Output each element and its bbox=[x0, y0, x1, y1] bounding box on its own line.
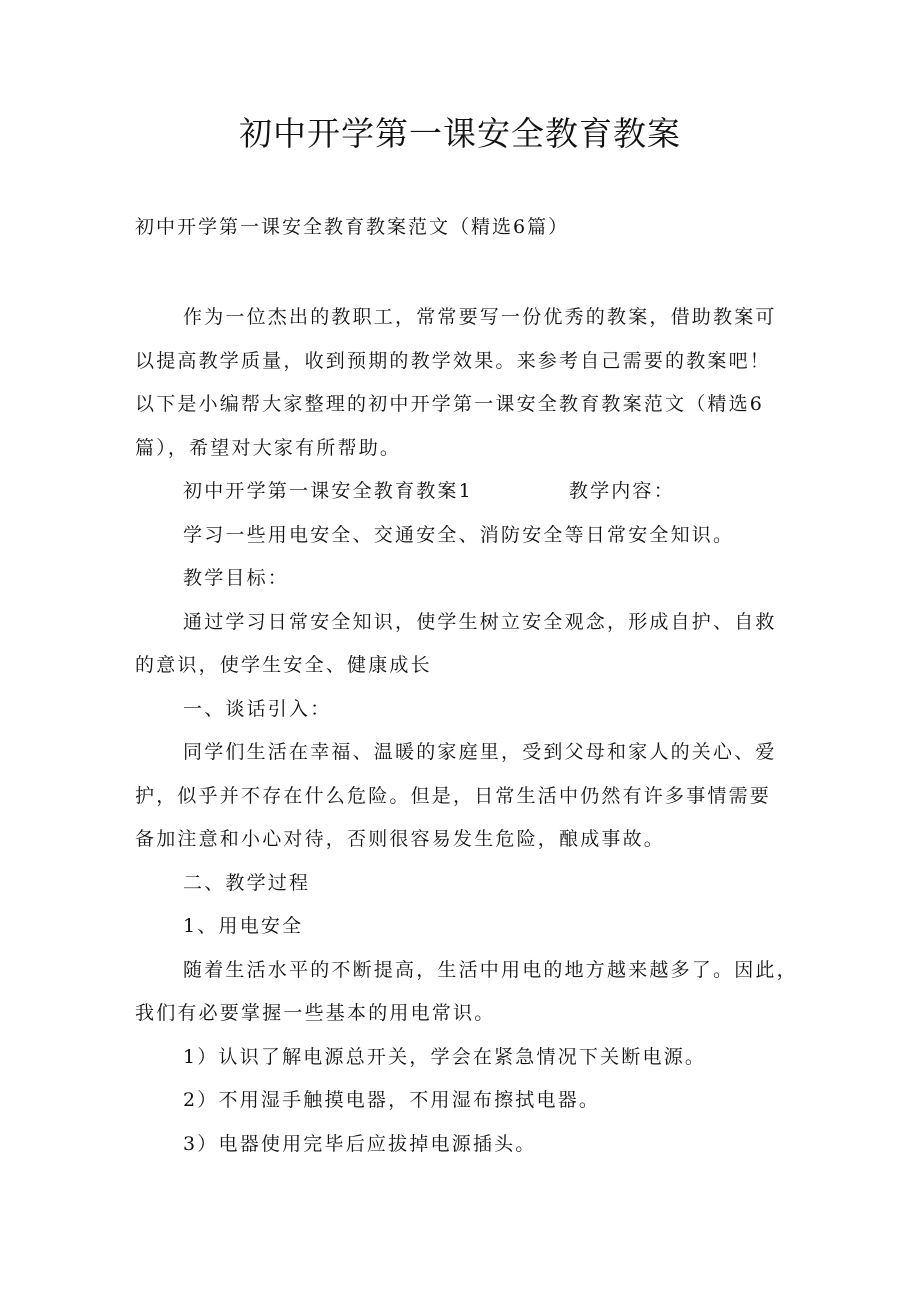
intro-line-2: 以提高教学质量，收到预期的教学效果。来参考自己需要的教案吧！ bbox=[135, 349, 772, 372]
goal-text-line-2: 的意识，使学生安全、健康成长 bbox=[135, 654, 432, 676]
item1-heading: 1、用电安全 bbox=[183, 915, 304, 937]
goal-label: 教学目标： bbox=[183, 567, 290, 589]
content-label: 教学内容： bbox=[568, 480, 675, 502]
document-body bbox=[135, 296, 798, 1166]
intro-line-4: 篇），希望对大家有所帮助。 bbox=[135, 436, 402, 459]
lesson-heading: 初中开学第一课安全教育教案1 bbox=[183, 480, 473, 502]
section1-text-line-3: 备加注意和小心对待，否则很容易发生危险，酿成事故。 bbox=[135, 828, 666, 850]
document-title: 初中开学第一课安全教育教案 bbox=[239, 114, 681, 153]
item1-text-line-2: 我们有必要掌握一些基本的用电常识。 bbox=[135, 1002, 496, 1024]
item1-text-line-1: 随着生活水平的不断提高，生活中用电的地方越来越多了。因此， bbox=[183, 958, 798, 981]
section1-text-line-1: 同学们生活在幸福、温暖的家庭里，受到父母和家人的关心、爱 bbox=[183, 741, 777, 763]
section1-text-line-2: 护，似乎并不存在什么危险。但是，日常生活中仍然有许多事情需要 bbox=[135, 784, 772, 807]
lesson-heading-line bbox=[135, 470, 795, 514]
rule-2: 2）不用湿手触摸电器，不用湿布擦拭电器。 bbox=[183, 1089, 601, 1111]
rule-3: 3）电器使用完毕后应拔掉电源插头。 bbox=[183, 1132, 537, 1155]
intro-line-3: 以下是小编帮大家整理的初中开学第一课安全教育教案范文（精选6 bbox=[135, 393, 765, 415]
content-text: 学习一些用电安全、交通安全、消防安全等日常安全知识。 bbox=[183, 523, 735, 546]
document-subtitle: 初中开学第一课安全教育教案范文（精选6篇） bbox=[135, 216, 570, 238]
section2-heading: 二、教学过程 bbox=[183, 871, 311, 894]
rule-1: 1）认识了解电源总开关，学会在紧急情况下关断电源。 bbox=[183, 1045, 707, 1068]
goal-text-line-1: 通过学习日常安全知识，使学生树立安全观念，形成自护、自救 bbox=[183, 610, 777, 633]
section1-heading: 一、谈话引入： bbox=[183, 697, 332, 720]
intro-line-1: 作为一位杰出的教职工，常常要写一份优秀的教案，借助教案可 bbox=[183, 306, 777, 328]
